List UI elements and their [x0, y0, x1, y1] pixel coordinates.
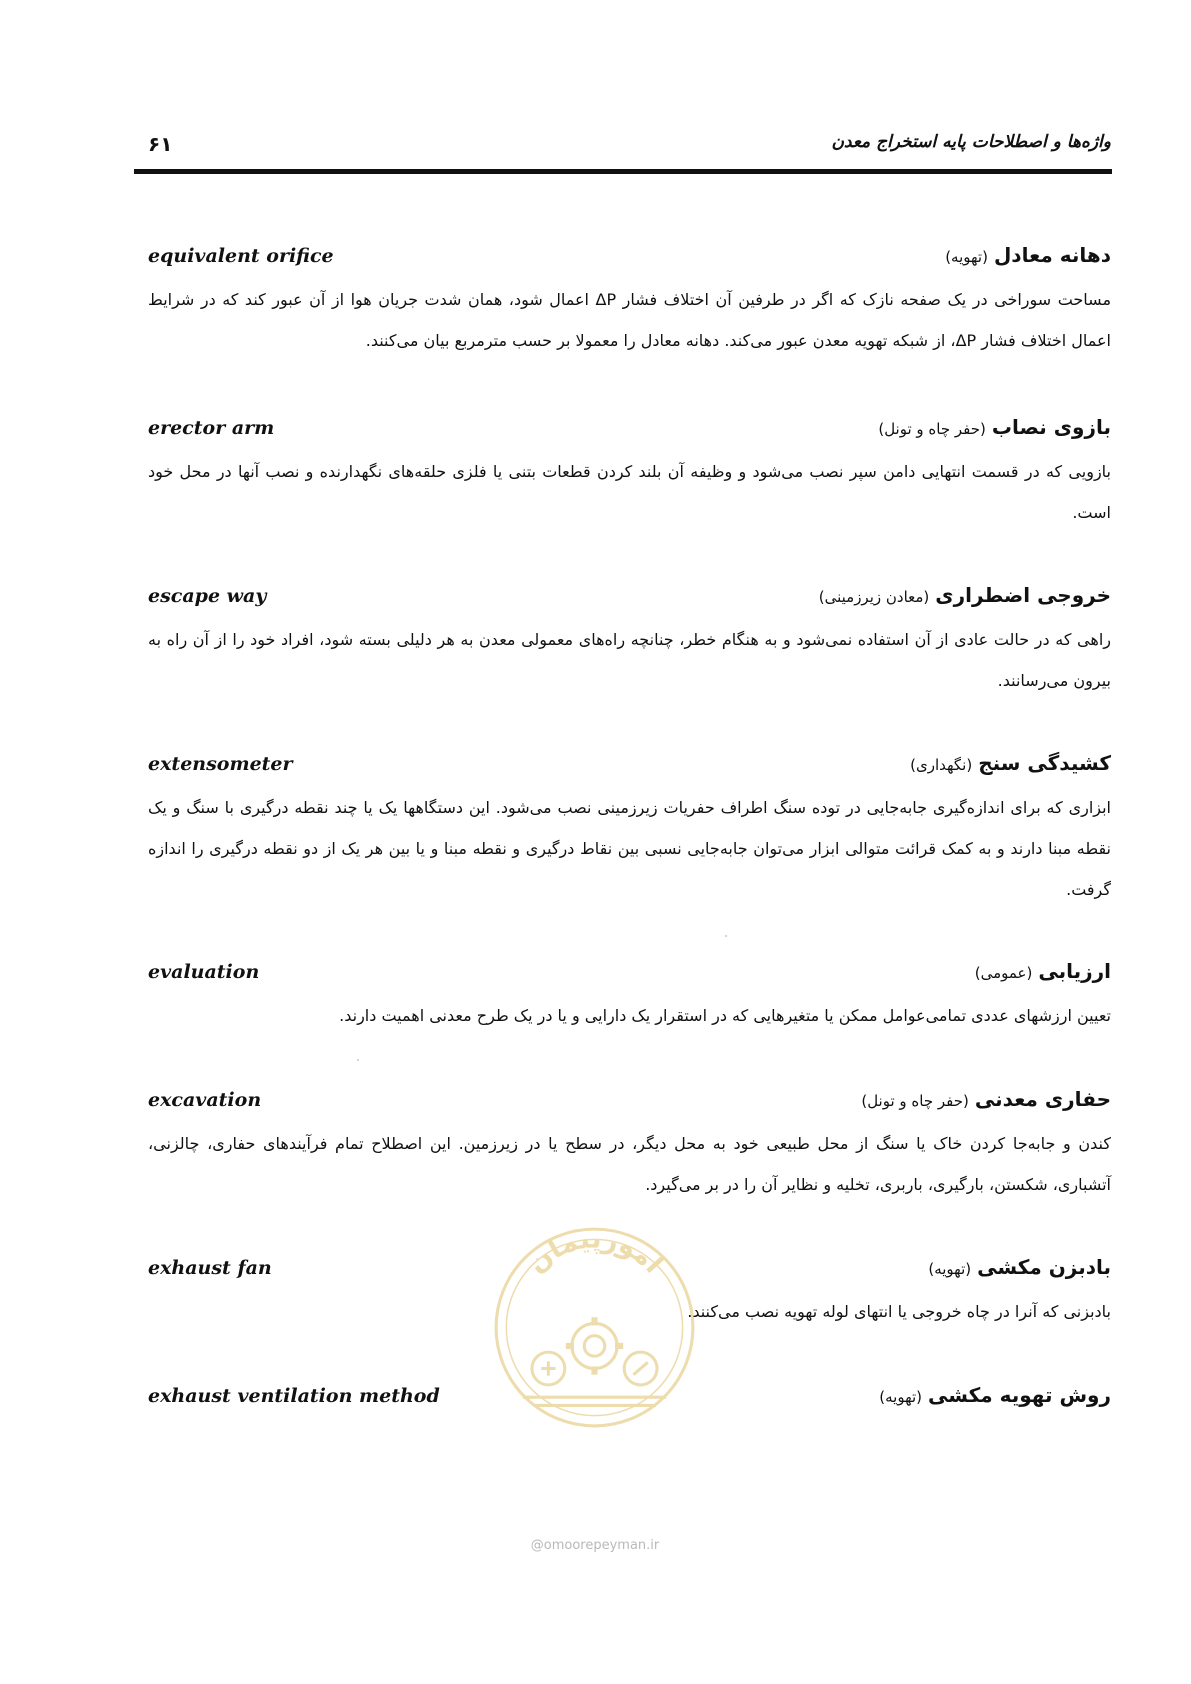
glossary-entry [148, 751, 1111, 910]
term-persian-wrap [928, 1255, 1111, 1279]
entry-headline [148, 415, 1111, 445]
term-definition: کندن و جابه‌جا کردن خاک یا سنگ از محل طبیعی خود به محل دیگر، در سطح یا در زیرزمین. این اصطلاح تمام فرآیندهای حفاری، چالزنی، آتشباری، شکستن، بارگیری، باربری، تخلیه و نظایر آن را در بر می‌گیرد. [148, 1134, 1111, 1194]
term-persian-wrap [945, 243, 1111, 267]
term-persian: دهانه معادل [993, 243, 1111, 267]
watermark-seal-icon [492, 1225, 697, 1430]
term-definition: بازویی که در قسمت انتهایی دامن سپر نصب می‌شود و وظیفه آن بلند کردن قطعات بتنی یا فلزی حلقه‌های نگهدارنده و نصب آنها در محل خود است. [148, 462, 1111, 522]
term-english: escape way [148, 585, 267, 607]
term-english: excavation [148, 1089, 262, 1111]
term-domain: (نگهداری) [910, 756, 973, 774]
term-persian-wrap [861, 1087, 1111, 1111]
glossary-entry [148, 415, 1111, 533]
term-domain: (تهویه) [879, 1388, 923, 1406]
term-persian-wrap [879, 1383, 1111, 1407]
entry-headline [148, 959, 1111, 989]
scan-speck [725, 935, 727, 937]
term-domain: (تهویه) [945, 248, 988, 266]
term-domain: (تهویه) [928, 1260, 972, 1278]
term-english: evaluation [148, 961, 260, 983]
page-header [148, 130, 1111, 160]
term-english: erector arm [148, 417, 275, 439]
entry-headline [148, 243, 1111, 273]
term-definition: تعیین ارزشهای عددی تمامی‌عوامل ممکن یا متغیرهایی که در استقرار یک دارایی و یا در یک طرح معدنی اهمیت دارند. [339, 1006, 1111, 1025]
term-domain: (عمومی) [974, 964, 1033, 982]
term-persian-wrap [975, 959, 1111, 983]
entry-headline [148, 583, 1111, 613]
term-definition: راهی که در حالت عادی از آن استفاده نمی‌شود و به هنگام خطر، چنانچه راه‌های معمولی معدن به هر دلیلی بسته شود، افراد خود را از آن راه به بیرون می‌رسانند. [148, 630, 1111, 690]
watermark-site: @omoorepeyman.ir [530, 1538, 660, 1553]
scan-speck [357, 1059, 359, 1061]
svg-text:امورپیمان [521, 1225, 668, 1279]
term-persian: روش تهویه مکشی [928, 1383, 1111, 1407]
header-rule [134, 169, 1112, 174]
term-persian: بادبزن مکشی [977, 1255, 1111, 1279]
term-domain: (معادن زیرزمینی) [818, 588, 930, 606]
term-persian-wrap [819, 583, 1111, 607]
term-persian-wrap [910, 751, 1111, 775]
term-persian-wrap [878, 415, 1111, 439]
term-persian: خروجی اضطراری [935, 583, 1111, 607]
term-english: exhaust ventilation method [148, 1385, 440, 1407]
term-english: extensometer [148, 753, 293, 775]
term-english: exhaust fan [148, 1257, 272, 1279]
entry-headline [148, 751, 1111, 781]
term-definition: بادبزنی که آنرا در چاه خروجی یا انتهای لوله تهویه نصب می‌کنند. [687, 1302, 1111, 1321]
term-definition: مساحت سوراخی در یک صفحه نازک که اگر در طرفین آن اختلاف فشار ΔP اعمال شود، همان شدت جریان هوا از آن عبور کند که در شرایط اعمال اختلاف فشار ΔP، از شبکه تهویه معدن عبور می‌کند. دهانه معادل را معمولا بر حسب مترمربع بیان می‌کنند. [148, 290, 1112, 350]
term-persian: بازوی نصاب [991, 415, 1111, 439]
running-title: واژه‌ها و اصطلاحات پایه استخراج معدن [831, 132, 1111, 152]
glossary-entry [148, 583, 1111, 701]
glossary-entry [148, 959, 1111, 1036]
term-persian: ارزیابی [1038, 959, 1111, 983]
term-domain: (حفر چاه و تونل) [878, 420, 986, 438]
glossary-entry [148, 243, 1111, 361]
term-english: equivalent orifice [148, 245, 334, 267]
glossary-entry [148, 1087, 1111, 1205]
term-persian: کشیدگی سنج [978, 751, 1111, 775]
term-domain: (حفر چاه و تونل) [861, 1092, 969, 1110]
term-definition: ابزاری که برای اندازه‌گیری جابه‌جایی در توده سنگ اطراف حفریات زیرزمینی نصب می‌شود. این دستگاهها یک یا چند نقطه درگیری با سنگ و یک نقطه مبنا دارند و به کمک قرائت متوالی ابزار می‌توان جابه‌جایی نسبی بین نقاط درگیری و نقطه مبنا و یا بین هر یک از دو نقطه درگیری را اندازه گرفت. [148, 798, 1111, 899]
watermark-seal-text: امورپیمان [521, 1225, 669, 1280]
term-persian: حفاری معدنی [974, 1087, 1111, 1111]
entry-headline [148, 1087, 1111, 1117]
page-number: ۶۱ [148, 132, 173, 156]
